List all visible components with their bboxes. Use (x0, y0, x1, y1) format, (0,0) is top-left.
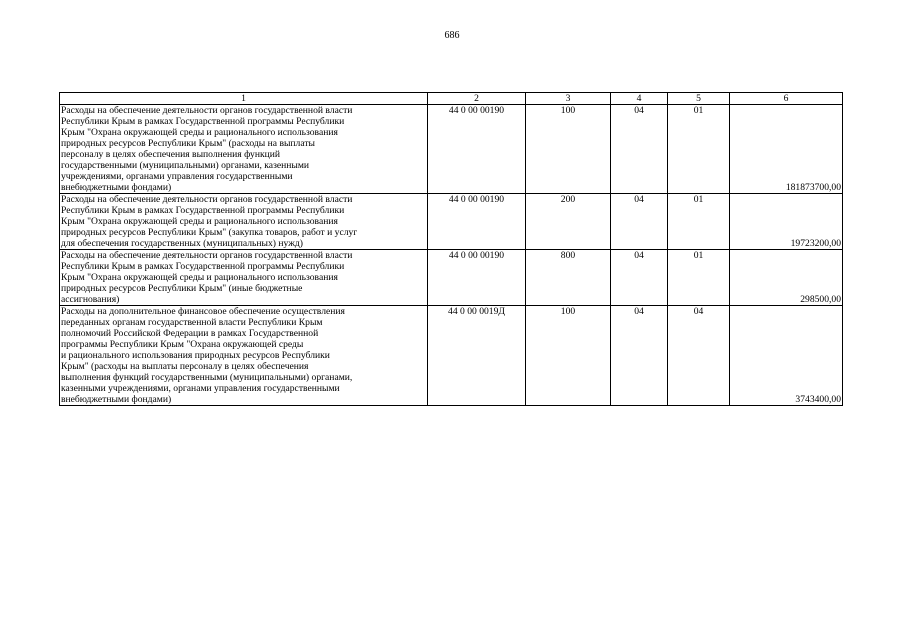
description-line: природных ресурсов Республики Крым" (расходы на выплаты (61, 138, 315, 149)
header-cell-6: 6 (730, 93, 843, 105)
row-col3: 100 (526, 105, 611, 194)
description-line: казенными учреждениями, органами управления государственными (61, 383, 340, 394)
header-cell-1: 1 (60, 93, 428, 105)
row-col3: 200 (526, 194, 611, 250)
row-description (60, 194, 428, 250)
row-col3: 100 (526, 306, 611, 406)
description-line: Республики Крым в рамках Государственной программы Республики (61, 116, 345, 127)
row-col4: 04 (611, 306, 668, 406)
row-description (60, 250, 428, 306)
description-line: переданных органам государственной власти Республики Крым (61, 317, 323, 328)
row-col5: 01 (668, 105, 730, 194)
row-amount: 3743400,00 (730, 306, 843, 406)
description-line: Расходы на дополнительное финансовое обеспечение осуществления (61, 306, 345, 317)
description-line: государственными (муниципальными) органами, казенными (61, 160, 310, 171)
row-col3: 800 (526, 250, 611, 306)
header-cell-2: 2 (428, 93, 526, 105)
description-line: для обеспечения государственных (муниципальных) нужд) (61, 238, 303, 249)
description-line: Крым "Охрана окружающей среды и рационального использования (61, 127, 338, 138)
row-amount: 181873700,00 (730, 105, 843, 194)
description-line: внебюджетными фондами) (61, 182, 172, 193)
row-code: 44 0 00 0019Д (428, 306, 526, 406)
description-line: Крым "Охрана окружающей среды и рационального использования (61, 272, 338, 283)
row-col5: 01 (668, 194, 730, 250)
description-line: полномочий Российской Федерации в рамках Государственной (61, 328, 319, 339)
row-amount: 298500,00 (730, 250, 843, 306)
table-row (60, 306, 843, 406)
header-cell-3: 3 (526, 93, 611, 105)
description-line: Расходы на обеспечение деятельности органов государственной власти (61, 194, 353, 205)
header-cell-4: 4 (611, 93, 668, 105)
row-code: 44 0 00 00190 (428, 105, 526, 194)
description-line: Расходы на обеспечение деятельности органов государственной власти (61, 250, 353, 261)
table-row (60, 194, 843, 250)
row-code: 44 0 00 00190 (428, 194, 526, 250)
row-col5: 01 (668, 250, 730, 306)
description-line: Республики Крым в рамках Государственной программы Республики (61, 205, 345, 216)
row-description (60, 105, 428, 194)
description-line: Республики Крым в рамках Государственной программы Республики (61, 261, 345, 272)
budget-table (59, 92, 843, 406)
description-line: персоналу в целях обеспечения выполнения функций (61, 149, 281, 160)
description-line: учреждениями, органами управления государственными (61, 171, 293, 182)
row-col4: 04 (611, 250, 668, 306)
table-row (60, 250, 843, 306)
row-col4: 04 (611, 105, 668, 194)
description-line: природных ресурсов Республики Крым" (иные бюджетные (61, 283, 303, 294)
description-line: Крым "Охрана окружающей среды и рационального использования (61, 216, 338, 227)
table-header-row (60, 93, 843, 105)
description-line: ассигнования) (61, 294, 120, 305)
page-number: 686 (444, 30, 460, 41)
description-line: природных ресурсов Республики Крым" (закупка товаров, работ и услуг (61, 227, 358, 238)
row-amount: 19723200,00 (730, 194, 843, 250)
description-line: выполнения функций государственными (муниципальными) органами, (61, 372, 353, 383)
row-description (60, 306, 428, 406)
row-col4: 04 (611, 194, 668, 250)
description-line: программы Республики Крым "Охрана окружающей среды (61, 339, 304, 350)
row-col5: 04 (668, 306, 730, 406)
header-cell-5: 5 (668, 93, 730, 105)
table-row (60, 105, 843, 194)
description-line: внебюджетными фондами) (61, 394, 172, 405)
description-line: и рационального использования природных ресурсов Республики (61, 350, 330, 361)
description-line: Крым" (расходы на выплаты персоналу в целях обеспечения (61, 361, 309, 372)
row-code: 44 0 00 00190 (428, 250, 526, 306)
description-line: Расходы на обеспечение деятельности органов государственной власти (61, 105, 353, 116)
